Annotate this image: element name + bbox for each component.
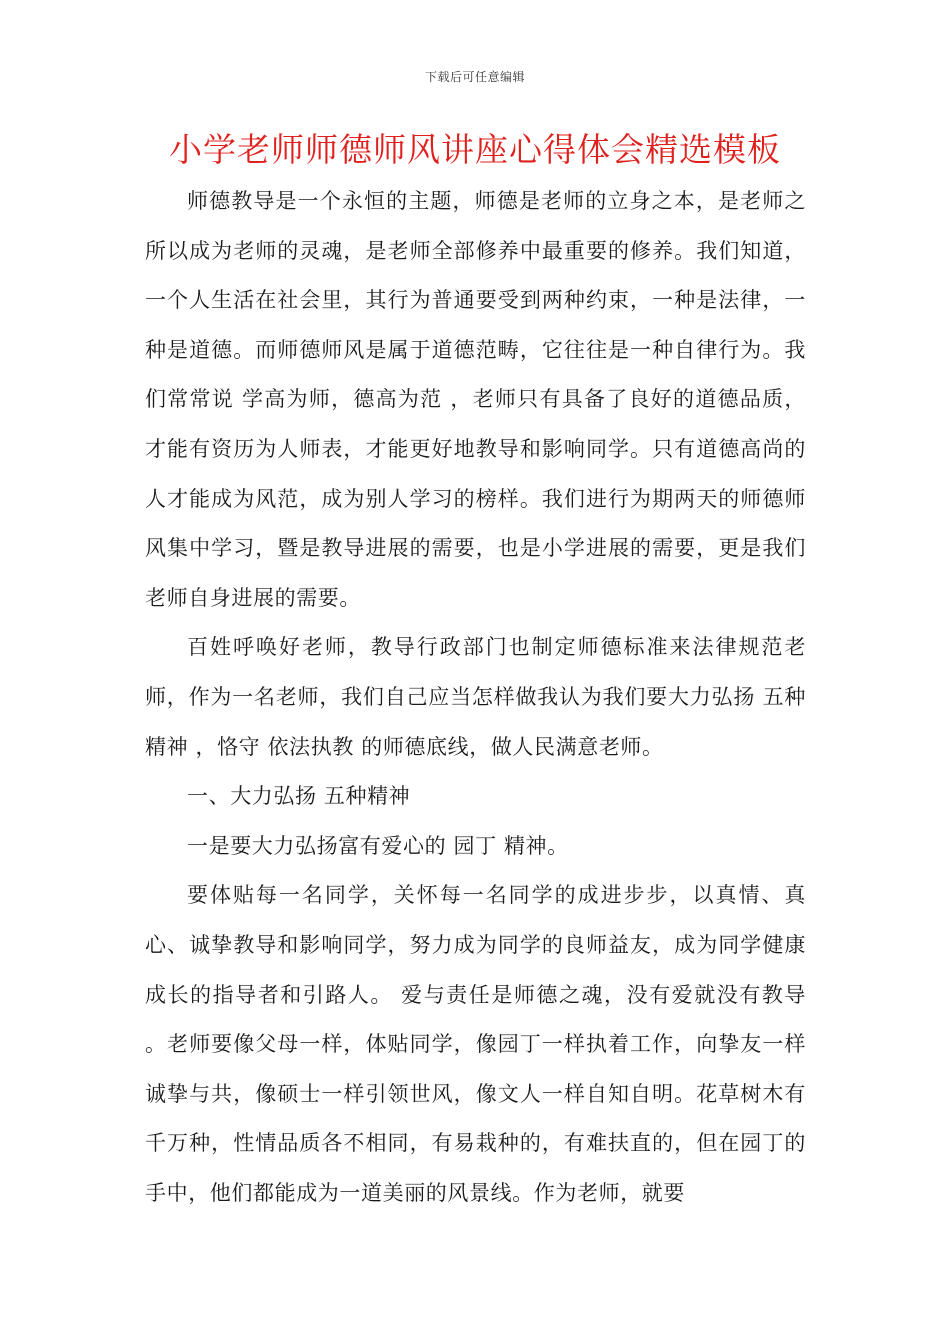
paragraph-intro: 师德教导是一个永恒的主题，师德是老师的立身之本，是老师之所以成为老师的灵魂，是老师全部修养中最重要的修养。我们知道，一个人生活在社会里，其行为普通要受到两种约束，一种是法律，一种是道德。而师德师风是属于道德范畴，它往往是一种自律行为。我们常常说 学高为师，德高为范 ，老师只有具备了良好的道德品质，才能有资历为人师表，才能更好地教导和影响同学。只有道德高尚的人才能成为风范，成为别人学习的榜样。我们进行为期两天的师德师风集中学习，暨是教导进展的需要，也是小学进展的需要，更是我们老师自身进展的需要。 — [145, 189, 806, 610]
subheading-gardener-spirit: 一是要大力弘扬富有爱心的 园丁 精神。 — [187, 833, 569, 858]
paragraph-care-students: 要体贴每一名同学，关怀每一名同学的成进步步，以真情、真心、诚挚教导和影响同学，努力成为同学的良师益友，成为同学健康成长的指导者和引路人。 爱与责任是师德之魂，没有爱就没有教导 。老师要像父母一样，体贴同学，像园丁一样执着工作，向挚友一样诚挚与共，像硕士一样引领世风，像文人一样自知自明。花草树木有千万种，性情品质各不相同，有易栽种的，有难扶直的，但在园丁的手中，他们都能成为一道美丽的风景线。作为老师，就要 — [145, 883, 806, 1205]
document-title: 小学老师师德师风讲座心得体会精选模板 — [169, 130, 781, 169]
section-heading-five-spirits: 一、大力弘扬 五种精神 — [187, 784, 411, 809]
paragraph-public-call: 百姓呼唤好老师，教导行政部门也制定师德标准来法律规范老师，作为一名老师，我们自己应当怎样做我认为我们要大力弘扬 五种精神 ，恪守 依法执教 的师德底线，做人民满意老师。 — [145, 635, 806, 759]
document-body — [145, 177, 806, 1218]
header-note: 下载后可任意编辑 — [424, 70, 525, 84]
